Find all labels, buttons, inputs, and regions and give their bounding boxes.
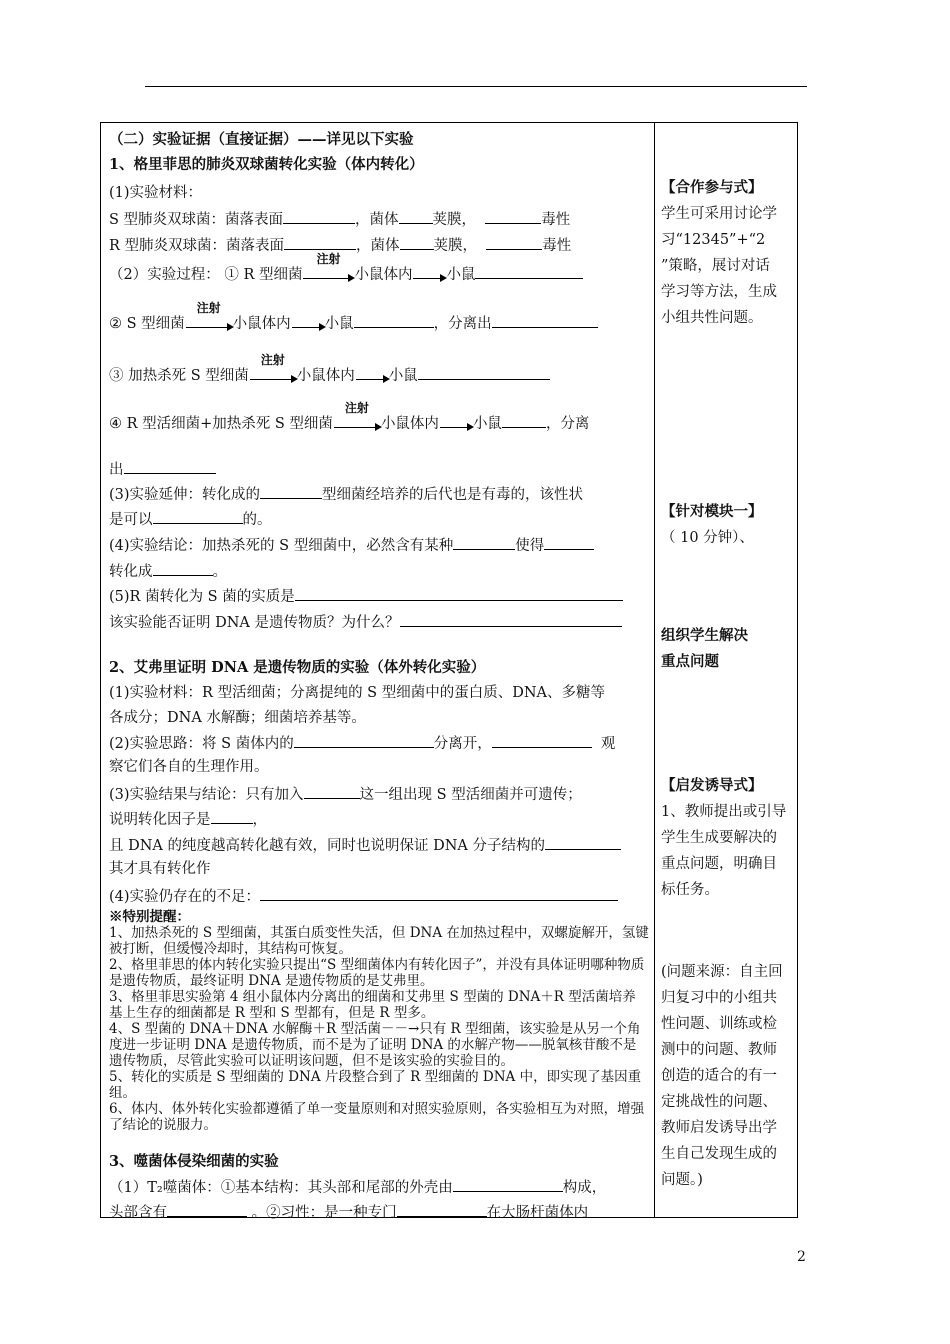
note-item: 3、格里菲思实验第 4 组小鼠体内分离出的细菌和艾弗里 S 型菌的 DNA＋R 型活菌培养基上生存的细菌都是 R 型和 S 型都有，但是 R 型多。 <box>109 989 636 1021</box>
blank[interactable] <box>399 209 433 224</box>
arrow <box>440 415 472 433</box>
process-step-4: ④ R 型活细菌+加热杀死 S 型细菌 注射 小鼠体内 小鼠 ，分离 <box>109 401 590 432</box>
materials-2-line: (1)实验材料：R 型活细菌；分离提纯的 S 型细菌中的蛋白质、DNA、多糖等 <box>109 685 605 701</box>
module-block: 【针对模块一】 （ 10 分钟）、 <box>661 503 763 546</box>
r-type-line: R 型肺炎双球菌：菌落表面 ，菌体 荚膜， 毒性 <box>109 235 571 255</box>
blank[interactable] <box>545 835 621 850</box>
blank[interactable] <box>397 1202 487 1217</box>
note-item: 1、加热杀死的 S 型细菌，其蛋白质变性失活，但 DNA 在加热过程中，双螺旋解开，氢键被打断，但缓慢冷却时，其结构可恢复。 <box>109 925 649 957</box>
experiment-3-title: 3、噬菌体侵染细菌的实验 <box>109 1153 279 1170</box>
blank[interactable] <box>304 784 360 799</box>
result-line-2: 说明转化因子是 ， <box>109 809 267 829</box>
blank[interactable] <box>354 313 434 328</box>
blank[interactable] <box>294 733 434 748</box>
organize-block: 组织学生解决 重点问题 <box>661 627 748 670</box>
blank[interactable] <box>453 1177 563 1192</box>
result-line-4: 其才具有转化作 <box>109 861 211 877</box>
inject-arrow: 注射 <box>334 415 380 433</box>
blank[interactable] <box>485 209 541 224</box>
note-item: 6、体内、体外转化实验都遵循了单一变量原则和对照实验原则，各实验相互为对照，增强了结论的说服力。 <box>109 1101 645 1133</box>
blank[interactable] <box>418 365 550 380</box>
arrow <box>292 315 324 333</box>
phage-line: （1）T₂噬菌体：①基本结构：其头部和尾部的外壳由 构成， <box>109 1177 606 1197</box>
essence-line: (5)R 菌转化为 S 菌的实质是 <box>109 586 623 606</box>
blank[interactable] <box>400 612 622 627</box>
materials-label: (1)实验材料： <box>109 185 203 201</box>
blank[interactable] <box>492 313 598 328</box>
blank[interactable] <box>211 809 253 824</box>
arrow <box>413 266 445 284</box>
blank[interactable] <box>284 235 356 250</box>
guide-block: 【启发诱导式】 1、教师提出或引导 学生生成要解决的 重点问题，明确目 标任务。 <box>661 777 787 898</box>
blank[interactable] <box>153 509 243 524</box>
note-item: 2、格里菲思的体内转化实验只提出“S 型细菌体内有转化因子”，并没有具体证明哪种物质是遗传物质，最终证明 DNA 是遗传物质的是艾弗里。 <box>109 957 645 989</box>
blank[interactable] <box>295 586 623 601</box>
process-step-3: ③ 加热杀死 S 型细菌 注射 小鼠体内 小鼠 <box>109 365 550 385</box>
note-item: 4、S 型菌的 DNA＋DNA 水解酶＋R 型活菌－－→只有 R 型细菌，该实验是从另一个角度进一步证明 DNA 是遗传物质，而不是为了证明 DNA 的水解产物——脱氧核苷酸不是遗传物质，尽管此实验可以证明该问题，但不是该实验的实验目的。 <box>109 1021 641 1069</box>
experiment-2-title: 2、艾弗里证明 DNA 是遗传物质的实验（体外转化实验） <box>109 659 486 676</box>
blank[interactable] <box>153 561 213 576</box>
process-step-2: ② S 型细菌 注射 小鼠体内 小鼠 ，分离出 <box>109 313 598 333</box>
blank[interactable] <box>124 459 216 474</box>
inject-arrow: 注射 <box>303 266 353 284</box>
prove-line: 该实验能否证明 DNA 是遗传物质？为什么？ <box>109 612 622 632</box>
inject-arrow: 注射 <box>186 315 232 333</box>
process-step-1: （2）实验过程： ① R 型细菌 注射 小鼠体内 小鼠 <box>109 264 583 284</box>
materials-2-line-2: 各成分；DNA 水解酶；细菌培养基等。 <box>109 710 366 726</box>
column-divider <box>654 123 655 1217</box>
blank[interactable] <box>400 235 434 250</box>
blank[interactable] <box>502 413 546 428</box>
extension-line: (3)实验延伸：转化成的 型细菌经培养的后代也是有毒的，该性状 <box>109 484 583 504</box>
arrow <box>356 367 388 385</box>
experiment-1-title: 1、格里菲思的肺炎双球菌转化实验（体内转化） <box>109 156 424 173</box>
conclusion-line-2: 转化成 。 <box>109 561 227 581</box>
section-title: （二）实验证据（直接证据）——详见以下实验 <box>109 131 414 148</box>
idea-line: (2)实验思路：将 S 菌体内的 分离开， 观 <box>109 733 615 753</box>
special-notes <box>109 909 649 1133</box>
blank[interactable] <box>544 535 594 550</box>
blank[interactable] <box>453 535 515 550</box>
idea-line-2: 察它们各自的生理作用。 <box>109 759 269 775</box>
blank[interactable] <box>167 1202 247 1217</box>
blank[interactable] <box>260 886 618 901</box>
phage-line-2: 头部含有 。②习性：是一种专门 在大肠杆菌体内 <box>109 1202 588 1222</box>
blank[interactable] <box>475 264 583 279</box>
page-number: 2 <box>797 1249 806 1265</box>
notes-title: ※特别提醒： <box>109 909 190 925</box>
coop-block: 【合作参与式】 学生可采用讨论学 习“12345”+“2 ”策略，展讨对话 学习等方法，生成 小组共性问题。 <box>661 179 777 326</box>
note-item: 5、转化的实质是 S 型细菌的 DNA 片段整合到了 R 型细菌的 DNA 中，即实现了基因重组。 <box>109 1069 642 1101</box>
s-type-line: S 型肺炎双球菌：菌落表面 ，菌体 荚膜， 毒性 <box>109 209 570 229</box>
result-line: (3)实验结果与结论：只有加入 这一组出现 S 型活细菌并可遗传； <box>109 784 582 804</box>
inject-arrow: 注射 <box>250 367 296 385</box>
defect-line: (4)实验仍存在的不足： <box>109 886 618 906</box>
blank[interactable] <box>492 733 592 748</box>
blank[interactable] <box>486 235 542 250</box>
result-line-3: 且 DNA 的纯度越高转化越有效，同时也说明保证 DNA 分子结构的 <box>109 835 621 855</box>
extension-line-2: 是可以 的。 <box>109 509 272 529</box>
blank[interactable] <box>283 209 355 224</box>
header-rule <box>145 86 807 87</box>
conclusion-line: (4)实验结论：加热杀死的 S 型细菌中，必然含有某种 使得 <box>109 535 594 555</box>
source-block: (问题来源：自主回 归复习中的小组共 性问题、训练或检 测中的问题、教师 创造的适合的有一 定挑战性的问题、 教师启发诱导出学 生自己发现生成的 问题。) <box>661 964 783 1188</box>
blank[interactable] <box>260 484 322 499</box>
lesson-table <box>100 122 798 1221</box>
process-step-4-cont: 出 <box>109 459 216 479</box>
